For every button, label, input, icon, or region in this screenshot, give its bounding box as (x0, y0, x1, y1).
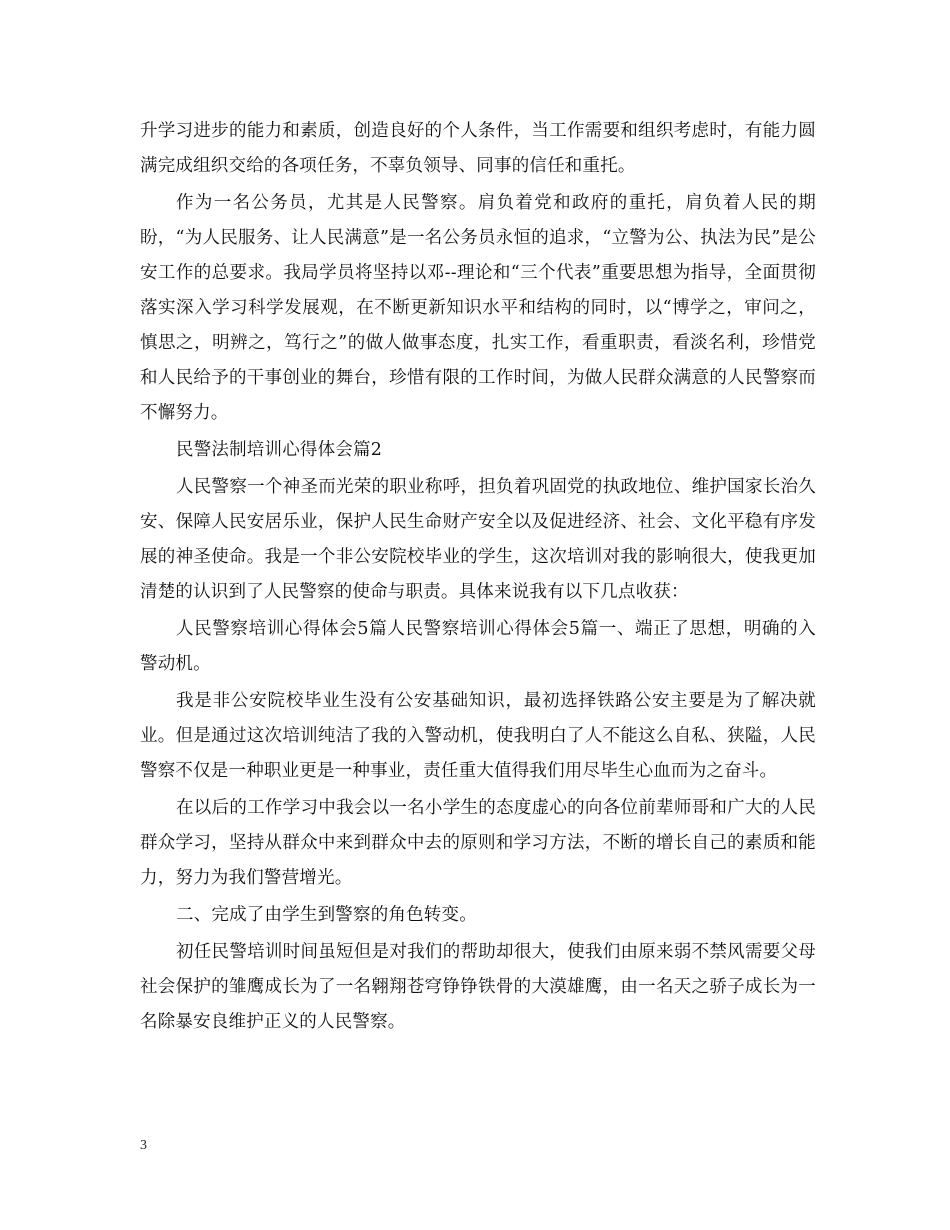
paragraph: 在以后的工作学习中我会以一名小学生的态度虚心的向各位前辈师哥和广大的人民群众学习，坚持从群众中来到群众中去的原则和学习方法，不断的增长自己的素质和能力，努力为我们警营增光。 (140, 798, 816, 888)
page-number: 3 (140, 1138, 147, 1153)
paragraph: 人民警察培训心得体会5篇人民警察培训心得体会5篇一、端正了思想，明确的入警动机。 (140, 619, 816, 674)
paragraph: 人民警察一个神圣而光荣的职业称呼，担负着巩固党的执政地位、维护国家长治久安、保障人民安居乐业，保护人民生命财产安全以及促进经济、社会、文化平稳有序发展的神圣使命。我是一个非公安院校毕业的学生，这次培训对我的影响很大，使我更加清楚的认识到了人民警察的使命与职责。具体来说我有以下几点收获： (140, 477, 816, 602)
paragraph: 初任民警培训时间虽短但是对我们的帮助却很大，使我们由原来弱不禁风需要父母社会保护的雏鹰成长为了一名翱翔苍穹铮铮铁骨的大漠雄鹰，由一名天之骄子成长为一名除暴安良维护正义的人民警察。 (140, 942, 816, 1032)
paragraph: 升学习进步的能力和素质，创造良好的个人条件，当工作需要和组织考虑时，有能力圆满完成组织交给的各项任务，不辜负领导、同事的信任和重托。 (140, 121, 816, 176)
section-heading: 民警法制培训心得体会篇2 (176, 440, 383, 460)
body-text (140, 114, 816, 1042)
paragraph: 二、完成了由学生到警察的角色转变。 (176, 905, 477, 925)
paragraph: 作为一名公务员，尤其是人民警察。肩负着党和政府的重托，肩负着人民的期盼，“为人民服务、让人民满意”是一名公务员永恒的追求，“立警为公、执法为民”是公安工作的总要求。我局学员将坚持以邓--理论和“三个代表”重要思想为指导，全面贯彻落实深入学习科学发展观，在不断更新知识水平和结构的同时，以“博学之，审问之，慎思之，明辨之，笃行之”的做人做事态度，扎实工作，看重职责，看淡名利，珍惜党和人民给予的干事创业的舞台，珍惜有限的工作时间，为做人民群众满意的人民警察而不懈努力。 (140, 193, 816, 423)
paragraph: 我是非公安院校毕业生没有公安基础知识，最初选择铁路公安主要是为了解决就业。但是通过这次培训纯洁了我的入警动机，使我明白了人不能这么自私、狭隘，人民警察不仅是一种职业更是一种事业，责任重大值得我们用尽毕生心血而为之奋斗。 (140, 691, 816, 781)
